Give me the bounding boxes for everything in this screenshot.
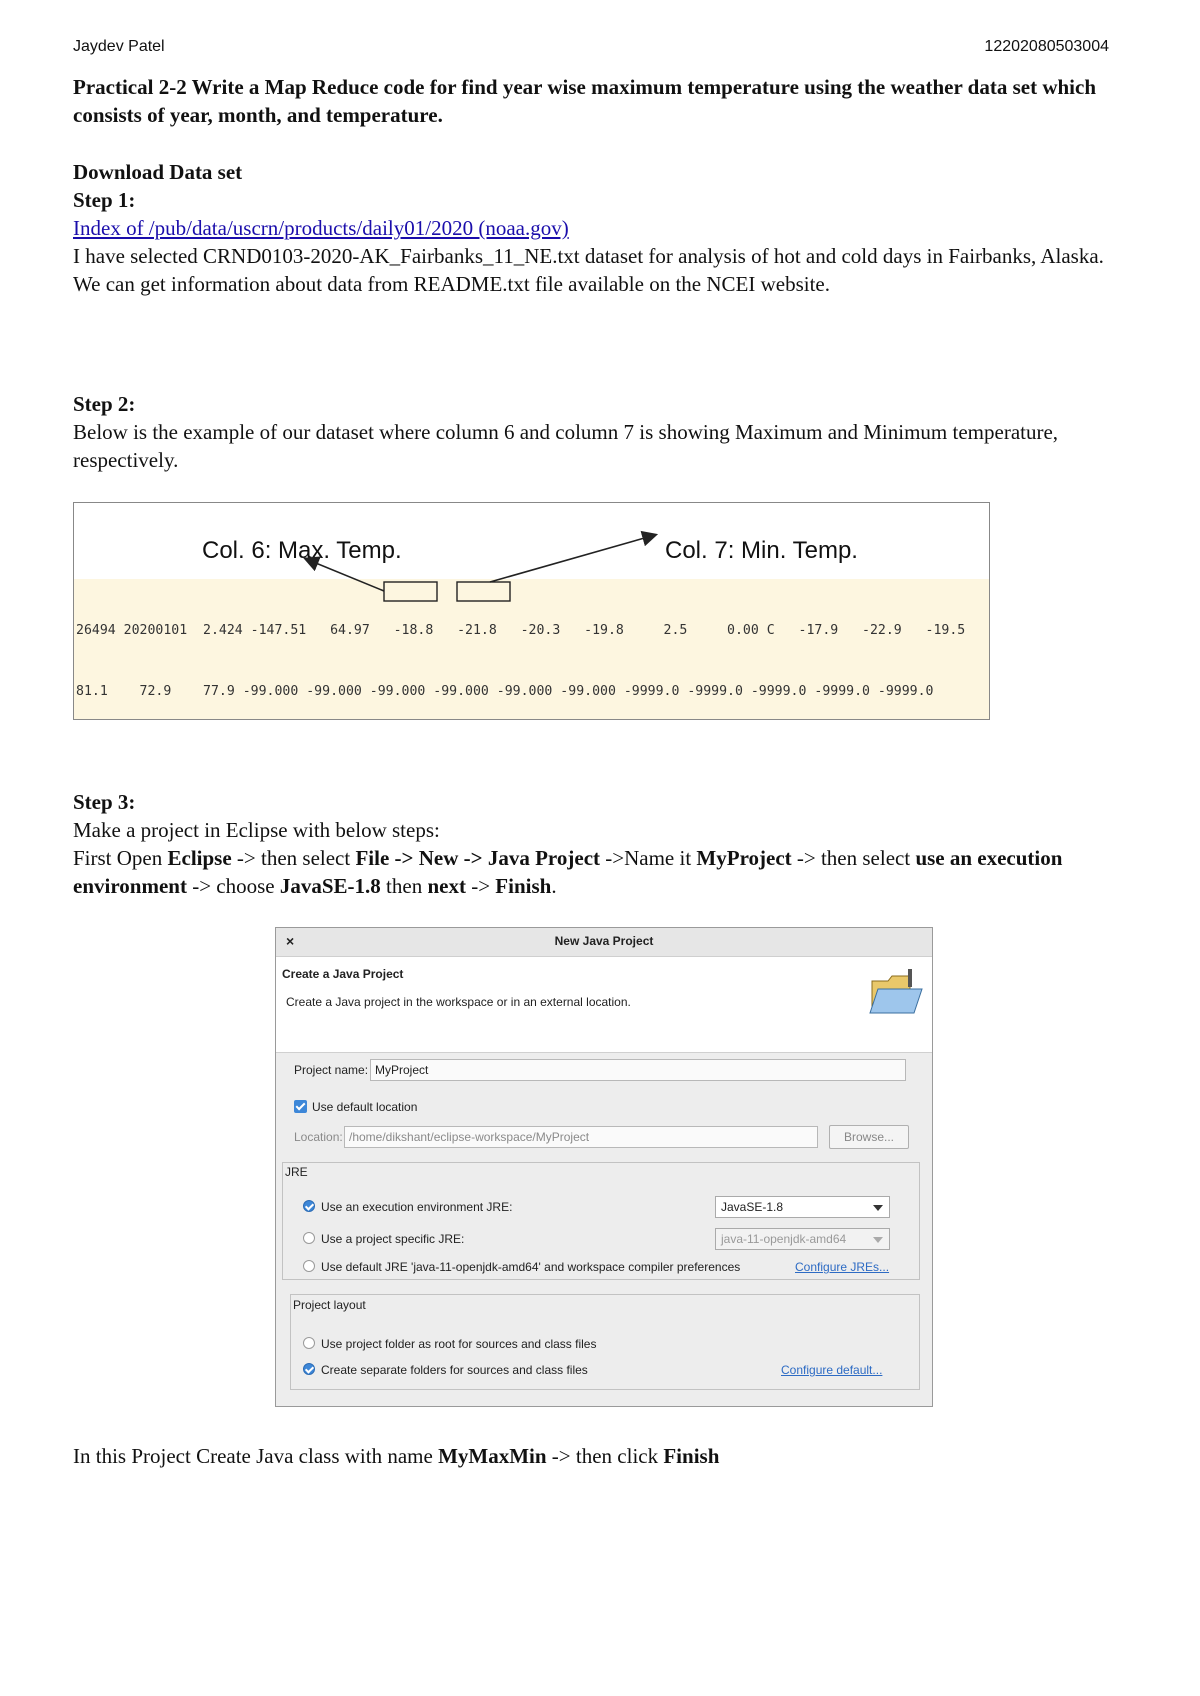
min-temp-label: Col. 7: Min. Temp. [665, 537, 858, 564]
download-heading: Download Data set [73, 160, 243, 184]
max-temp-box [384, 582, 437, 601]
dialog-heading: Create a Java Project [282, 967, 404, 981]
jre-project-specific-select[interactable]: java-11-openjdk-amd64 [715, 1228, 890, 1250]
project-name-label: Project name: [294, 1063, 369, 1077]
step2-label: Step 2: [73, 392, 136, 416]
noaa-index-link[interactable]: Index of /pub/data/uscrn/products/daily01/2020 (noaa.gov) [73, 216, 569, 240]
jre-default-label: Use default JRE 'java-11-openjdk-amd64' and workspace compiler preferences [321, 1260, 741, 1274]
dataset-row: 81.1 72.9 77.9 -99.000 -99.000 -99.000 -99.000 -99.000 -99.000 -9999.0 -9999.0 -9999.0 -9999.0 -9999.0 [76, 684, 934, 700]
default-location-label: Use default location [312, 1100, 418, 1114]
dialog-banner [276, 957, 932, 1053]
step3-label: Step 3: [73, 790, 136, 814]
header-author: Jaydev Patel [73, 38, 165, 55]
dialog-titlebar [276, 928, 932, 957]
project-layout-group [290, 1294, 920, 1390]
jre-group [282, 1162, 920, 1280]
step1-text: I have selected CRND0103-2020-AK_Fairbanks_11_NE.txt dataset for analysis of hot and cold days in Fairbanks, Alaska. We can get information about data from README.txt file available on the NCEI website. [73, 244, 1104, 296]
max-temp-arrow [306, 559, 384, 591]
header-enrollment: 12202080503004 [984, 38, 1109, 55]
chevron-down-icon [873, 1205, 883, 1211]
project-name-field[interactable]: MyProject [370, 1059, 906, 1081]
jre-exec-env-label: Use an execution environment JRE: [321, 1200, 513, 1214]
layout-separate-folders-radio[interactable] [303, 1363, 315, 1375]
project-layout-label: Project layout [293, 1298, 366, 1312]
location-label: Location: [294, 1130, 343, 1144]
layout-separate-folders-label: Create separate folders for sources and class files [321, 1363, 588, 1377]
min-temp-arrow [490, 535, 655, 582]
new-java-project-dialog [275, 927, 933, 1407]
dataset-figure [73, 502, 990, 720]
browse-button[interactable]: Browse... [829, 1125, 909, 1149]
default-location-checkbox[interactable] [294, 1100, 307, 1113]
page-title: Practical 2-2 Write a Map Reduce code for find year wise maximum temperature using the weather data set which consists of year, month, and temperature. [73, 75, 1097, 127]
dialog-title: New Java Project [554, 934, 654, 948]
max-temp-label: Col. 6: Max. Temp. [202, 537, 402, 564]
close-icon[interactable]: × [286, 933, 295, 949]
step2-text: Below is the example of our dataset where column 6 and column 7 is showing Maximum and Minimum temperature, respectively. [73, 420, 1059, 472]
jre-group-label: JRE [285, 1165, 308, 1179]
jre-default-radio[interactable] [303, 1260, 315, 1272]
dataset-row: 26494 20200101 2.424 -147.51 64.97 -18.8 -21.8 -20.3 -19.8 2.5 0.00 C -17.9 -22.9 -19.5 [76, 623, 966, 639]
jre-exec-env-radio[interactable] [303, 1200, 315, 1212]
final-instruction: In this Project Create Java class with name MyMaxMin -> then click Finish [73, 1444, 720, 1468]
min-temp-box [457, 582, 510, 601]
step3-instructions: First Open Eclipse -> then select File -> New -> Java Project ->Name it MyProject -> then select use an execution environment -> choose JavaSE-1.8 then next -> Finish. [73, 846, 1063, 898]
folder-icon [868, 967, 924, 1019]
annotation-arrows [74, 503, 989, 719]
jre-project-specific-radio[interactable] [303, 1232, 315, 1244]
layout-single-folder-label: Use project folder as root for sources and class files [321, 1337, 597, 1351]
step3-line1: Make a project in Eclipse with below steps: [73, 818, 440, 842]
location-field[interactable]: /home/dikshant/eclipse-workspace/MyProject [344, 1126, 818, 1148]
dialog-subheading: Create a Java project in the workspace or in an external location. [286, 995, 631, 1009]
layout-single-folder-radio[interactable] [303, 1337, 315, 1349]
configure-jres-link[interactable]: Configure JREs... [795, 1260, 890, 1274]
configure-default-link[interactable]: Configure default... [781, 1363, 883, 1377]
jre-project-specific-label: Use a project specific JRE: [321, 1232, 465, 1246]
chevron-down-icon [873, 1237, 883, 1243]
step1-label: Step 1: [73, 188, 136, 212]
jre-exec-env-select[interactable]: JavaSE-1.8 [715, 1196, 890, 1218]
